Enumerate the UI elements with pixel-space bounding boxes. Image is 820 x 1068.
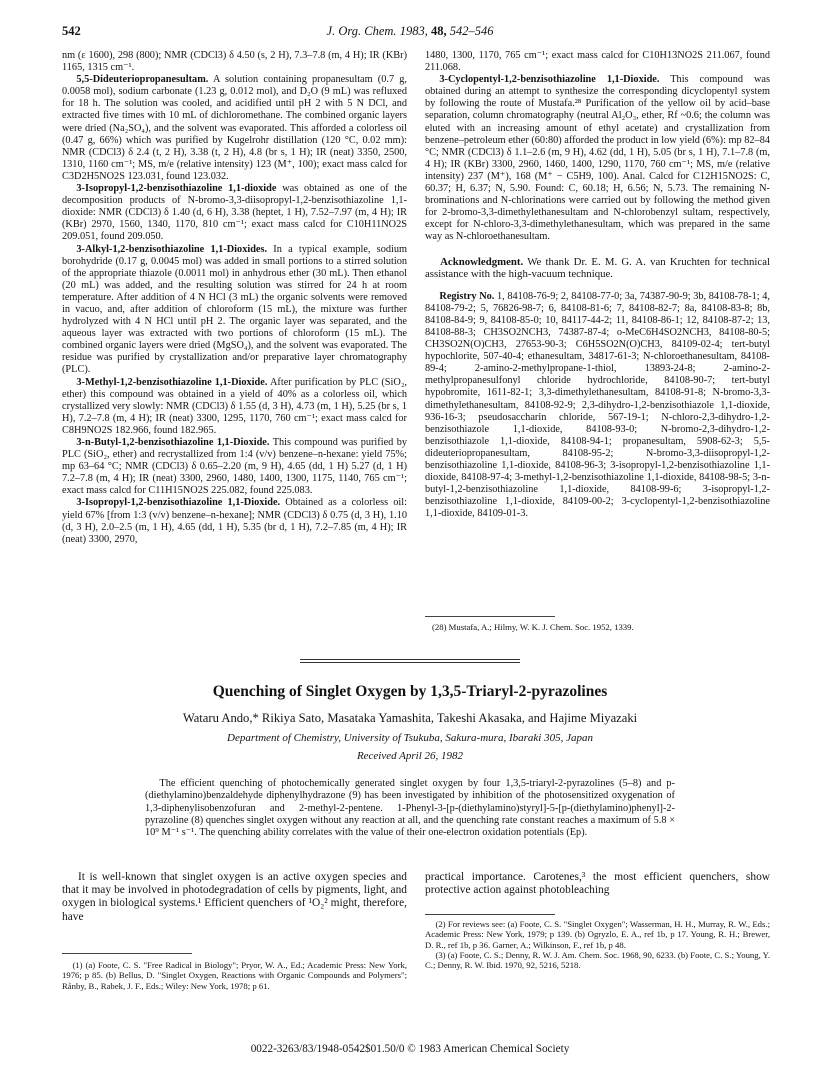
section-heading: 3-Isopropyl-1,2-benzisothiazoline 1,1-dioxide (76, 183, 277, 195)
right-column (425, 50, 770, 520)
received-date: Received April 26, 1982 (356, 750, 464, 762)
footnote-rule (425, 616, 555, 617)
left-column (62, 50, 407, 546)
journal-volume: 48, (430, 24, 447, 38)
footnote-rule (62, 953, 192, 954)
paragraph: nm (ε 1600), 298 (800); NMR (CDCl3) δ 4.50 (s, 2 H), 7.3–7.8 (m, 4 H); IR (KBr) 1165, 1315 cm⁻¹. (62, 50, 407, 74)
section-heading: 3-n-Butyl-1,2-benzisothiazoline 1,1-Dioxide. (76, 437, 270, 448)
journal-year: 1983, (399, 24, 428, 38)
acknowledgment: Acknowledgment. We thank Dr. E. M. G. A. van Kruchten for technical assistance with the high-vacuum technique. (425, 255, 770, 281)
paragraph: 1480, 1300, 1170, 765 cm⁻¹; exact mass calcd for C10H13NO2S 211.067, found 211.068. (425, 50, 770, 74)
article-affiliation: Department of Chemistry, University of Tsukuba, Sakura-mura, Ibaraki 305, Japan (227, 732, 593, 744)
paragraph: 5,5-Dideuteriopropanesultam. A solution containing propanesultam (0.7 g, 0.0058 mol), sodium carbonate (1.23 g, 0.012 mol), and D₂O (9 mL) was refluxed for 18 h. The solution was cooled, and acidified until pH 2 with 5 N DCl, and extracted five times with 10 mL of dichloromethane. The combined organic layers were dried (Na₂SO₄), and the solvent was evaporated. This afforded a colorless oil (0.47 g, 66%) which was purified by Kugelrohr distillation (120 °C, 0.02 mm): NMR (CDCl3) δ 2.4 (t, 2 H), 3.38 (t, 2 H), 4.8 (br s, 1 H); IR (neat) 3350, 2500, 1310, 1160 cm⁻¹; MS, m/e (relative intensity) 123 (M⁺, 100); exact mass calcd for C3D2H5NO2S 123.031, found 123.032. (62, 74, 407, 182)
intro-right: practical importance. Carotenes,³ the most efficient quenchers, show protective action against photobleaching (425, 871, 770, 897)
section-heading: 3-Alkyl-1,2-benzisothiazoline 1,1-Dioxides. (76, 243, 268, 255)
footnote: (1) (a) Foote, C. S. "Free Radical in Biology"; Pryor, W. A., Ed.; Academic Press: New York, 1976; p 85. (b) Bellus, D. "Singlet Oxygen, Reactions with Organic Compounds and Polymers"; Rånby, B., Rabek, J. F., Eds.; Wiley: New York, 1978; p 61. (62, 960, 407, 991)
copyright-footer: 0022-3263/83/1948-0542$01.50/0 © 1983 American Chemical Society (250, 1043, 570, 1055)
article-title: Quenching of Singlet Oxygen by 1,3,5-Triaryl-2-pyrazolines (212, 683, 608, 700)
paragraph: 3-Isopropyl-1,2-benzisothiazoline 1,1-Dioxide. Obtained as a colorless oil: yield 67% [from 1:3 (v/v) benzene–n-hexane]; NMR (CDCl3) δ 0.75 (d, 3 H), 1.10 (d, 3 H), 2.0–2.5 (m, 1 H), 4.65 (dd, 1 H), 5.35 (br d, 1 H), 7.2–7.85 (m, 4 H); IR (neat) 3300, 2970, (62, 497, 407, 545)
journal-pages: 542–546 (449, 24, 494, 38)
paragraph: 3-Isopropyl-1,2-benzisothiazoline 1,1-dioxide was obtained as one of the decomposition products of N-bromo-3,3-diisopropyl-1,2-benzisothiazoline 1,1-dioxide: NMR (CDCl3) δ 1.40 (d, 6 H), 3.38 (heptet, 1 H), 7.52–7.97 (m, 4 H); IR (KBr) 2970, 1560, 1340, 1170, 810 cm⁻¹; exact mass calcd for C10H11NO2S 209.051, found 209.050. (62, 183, 407, 243)
footnote-28: (28) Mustafa, A.; Hilmy, W. K. J. Chem. Soc. 1952, 1339. (432, 622, 634, 632)
registry-numbers: Registry No. 1, 84108-76-9; 2, 84108-77-0; 3a, 74387-90-9; 3b, 84108-78-1; 4, 84108-79-2; 5, 76826-98-7; 6, 84108-81-6; 7, 84108-82-7; 8a, 84108-83-8; 8b, 84108-84-9; 9, 84108-85-0; 10, 84117-44-2; 11, 84108-86-1; 12, 84108-87-2; 13, 84108-88-3; CH3SO2NCH3, 74387-87-4; o-MeC6H4SO2NCH3, 84108-80-5; CH3SO2N(O)CH3, 27653-90-3; C6H5SO2N(O)CH3, 84109-02-4; tert-butyl hypochlorite, 507-40-4; ethanesultam, 34817-61-3; N-chloroethanesultam, 84108-89-4; 2-amino-2-methylpropane-1-thiol, 13893-24-8; 2-amino-2-methylpropanesulfonyl chloride hydrochloride, 84108-90-7; tert-butyl hypobromite, 1611-82-1; 3,3-dimethylethanesultam, 84108-91-8; N-bromo-3,3-dimethylethanesultam, 84108-92-9; 2,3-dihydro-1,2-benzisothiazole 1,1-dioxide, 936-16-3; pseudosaccharin chloride, 567-19-1; N-chloro-2,3-dihydro-1,2-benzisothiazole 1,1-dioxide, 84108-93-0; N-bromo-2,3-dihydro-1,2-benzisothiazole 1,1-dioxide, 84108-94-1; propanesultam, 5908-62-3; 5,5-dideuteriopropanesultam, 84108-95-2; N-bromo-3,3-diisopropyl-1,2-benzisothiazoline 1,1-dioxide, 84108-96-3; 3-isopropyl-1,2-benzisothiazoline 1,1-dioxide, 84108-97-4; 3-methyl-1,2-benzisothiazoline 1,1-dioxide, 84108-98-5; 3-n-butyl-1,2-benzisothiazoline 1,1-dioxide, 84108-99-6; 3-isopropyl-1,2-benzisothiazoline 1,1-dioxide, 84109-00-2; 3-cyclopentyl-1,2-benzisothiazoline 1,1-dioxide, 84109-01-3. (425, 290, 771, 520)
section-heading: 3-Methyl-1,2-benzisothiazoline 1,1-Dioxide. (76, 376, 268, 388)
acknowledgment-heading: Acknowledgment. (440, 255, 524, 268)
journal-name: J. Org. Chem. (326, 24, 397, 38)
footnote: (3) (a) Foote, C. S.; Denny, R. W. J. Am. Chem. Soc. 1968, 90, 6233. (b) Foote, C. S.; Young, Y. C.; Denny, R. W. Ibid. 1970, 92, 5216, 5218. (425, 949, 770, 971)
journal-citation (62, 24, 758, 39)
section-heading: 5,5-Dideuteriopropanesultam. (76, 74, 209, 86)
paragraph: 3-Methyl-1,2-benzisothiazoline 1,1-Dioxide. After purification by PLC (SiO₂, ether) this compound was obtained in a yield of 40% as a colorless oil, which crystallized very slowly: NMR (CDCl3) δ 1.55 (d, 3 H), 4.73 (m, 1 H), 5.25 (br s, 1 H), 7.2–7.8 (m, 4 H); IR (neat) 3300, 1295, 1170, 760 cm⁻¹; exact mass calcd for C8H9NO2S 182.966, found 182.965. (62, 376, 407, 436)
page-number: 542 (62, 24, 81, 38)
section-heading: 3-Cyclopentyl-1,2-benzisothiazoline 1,1-Dioxide. (439, 74, 660, 86)
registry-heading: Registry No. (439, 290, 495, 302)
article-authors: Wataru Ando,* Rikiya Sato, Masataka Yamashita, Takeshi Akasaka, and Hajime Miyazaki (182, 711, 638, 725)
footnote: (2) For reviews see: (a) Foote, C. S. "Singlet Oxygen"; Wasserman, H. H., Murray, R. W., Eds.; Academic Press: New York, 1979; p 139. (b) Ogryzlo, E. A., ref 1b, p 17. Young, R. H.; Brewer, D. R., ref 1b, p 36. Garner, A.; Wilkinson, F., ref 1b, p 48. (425, 919, 770, 950)
paragraph: 3-n-Butyl-1,2-benzisothiazoline 1,1-Dioxide. This compound was purified by PLC (SiO₂, ether) and recrystallized from 1:4 (v/v) benzene–n-hexane: yield 75%; mp 63–64 °C; NMR (CDCl3) δ 0.65–2.20 (m, 9 H), 4.65 (dd, 1 H) 5.27 (d, 1 H) 7.2–7.8 (m, 4 H); IR (neat) 3300, 2960, 1480, 1400, 1300, 1175, 1140, 765 cm⁻¹; exact mass calcd for C11H15NO2S 225.082, found 225.083. (62, 437, 407, 497)
footnote-rule (425, 914, 555, 915)
footnotes-left (62, 960, 407, 991)
footnotes-right (425, 919, 770, 970)
paragraph: 3-Cyclopentyl-1,2-benzisothiazoline 1,1-Dioxide. This compound was obtained during an attempt to synthesize the corresponding dicyclopentyl system by following the route of Mustafa.²⁸ Purification of the yellow oil by acid–base separation, column chromatography (neutral Al₂O₃, ether, Rf ~0.6; the column was eluted with an increasing amount of ethyl acetate) and crystallization from benzene–petroleum ether (60:80) afforded the product in low yield (6%): mp 82–84 °C; NMR (CDCl3) δ 1.1–2.6 (m, 9 H), 4.62 (dd, 1 H), 5.05 (br s, 1 H), 7.1–7.8 (m, 4 H); IR (KBr) 3300, 2960, 1460, 1400, 1290, 1170, 760 cm⁻¹; MS, m/e (relative intensity) 237 (M⁺), 168 (M⁺ − C5H9, 100). Anal. Calcd for C12H15NO2S: C, 60.37; H, 6.37; N, 5.90. Found: C, 60.18; H, 6.56; N, 5.73. The remaining N-brominations and N-chlorinations were carried out by following the method given for 2-bromo-3,3-dimethylethanesultam and N-chlorobenzyl sultam, respectively, except for N-chloro-3,3-dimethylethanesultam, which was prepared in the same way as N-chloroethanesultam. (425, 74, 770, 243)
paragraph: 3-Alkyl-1,2-benzisothiazoline 1,1-Dioxides. In a typical example, sodium borohydride (0.17 g, 0.0045 mol) was added in small portions to a stirred solution of the appropriate thiazole (0.0011 mol) in anhydrous ether (30 mL). Then ethanol (20 mL) was added, and the resulting solution was stirred for 24 h at room temperature. After addition of 4 N HCl (3 mL) the organic solvents were removed in vacuo, and, after addition of chloroform (15 mL), the mixture was further hydrolyzed with 4 N HCl until pH 2. The organic layer was separated, and the aqueous layer was extracted with two portions of chloroform (15 mL). The combined organic layers were dried (MgSO₄), and the solvent was evaporated. The residue was purified by crystallization and/or preparative layer chromatography (PLC). (62, 243, 408, 376)
article-divider (300, 662, 520, 663)
section-heading: 3-Isopropyl-1,2-benzisothiazoline 1,1-Dioxide. (76, 497, 281, 509)
running-header (62, 24, 758, 42)
intro-left: It is well-known that singlet oxygen is an active oxygen species and that it may be involved in photodegradation of cells by pigments, light, and oxygen in biological systems.¹ Efficient quenchers of ¹O₂² might, therefore, have (62, 871, 407, 923)
article-divider (300, 659, 520, 660)
abstract: The efficient quenching of photochemically generated singlet oxygen by four 1,3,5-triaryl-2-pyrazolines (5–8) and p-(diethylamino)benzaldehyde diphenylhydrazone (9) has been investigated by inhibition of the photosensitized oxygenation of 1,3-diphenylisobenzofuran and 2-methyl-2-pentene. 1-Phenyl-3-[p-(diethylamino)styryl]-5-[p-(diethylamino)phenyl]-2-pyrazoline (8) quenches singlet oxygen without any reaction at all, and the quenching rate constant reaches a maximum of 5.8 × 10⁹ M⁻¹ s⁻¹. The quenching ability correlates with the value of their one-electron oxidation potentials (Ep). (145, 778, 675, 839)
